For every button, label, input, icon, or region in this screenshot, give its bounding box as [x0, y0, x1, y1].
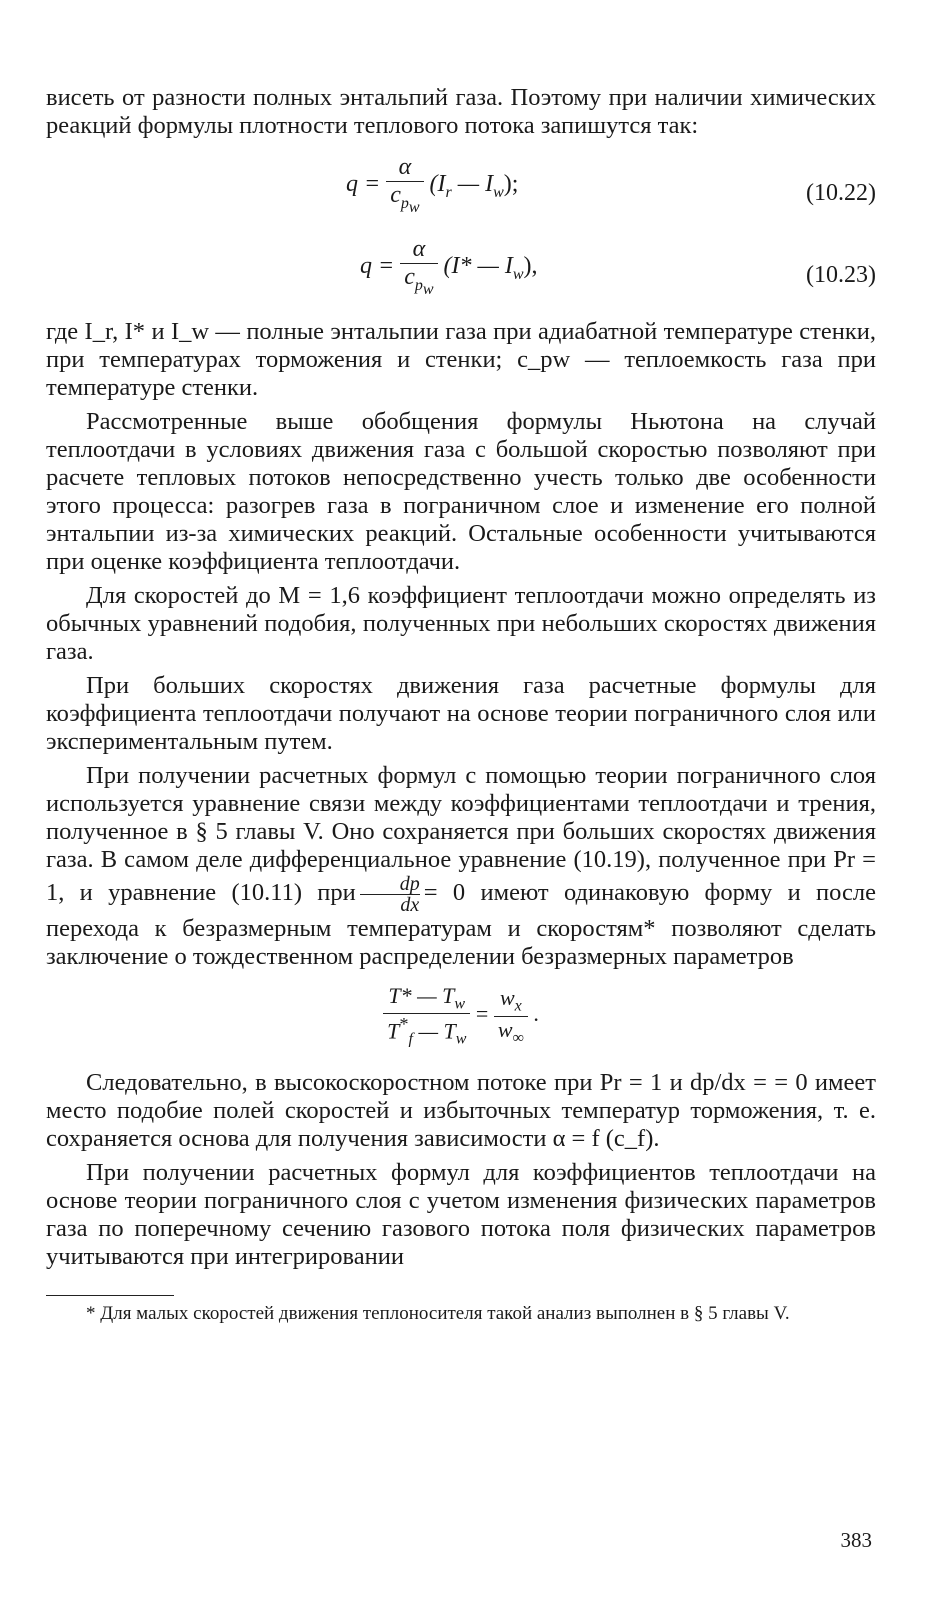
para6-part-a: При получении расчетных формул с помощью теории пограничного слоя используется уравнение связи между коэффициентами теплоотдачи и трения, полученное в § 5 главы V. Оно сохраняется при больших скоростях движения газа. В самом деле дифференциальное уравнение (10.19), полученное при Pr = 1, и уравнение (10.11) при [46, 762, 876, 907]
para6-part-b: = 0 имеют одинаковую форму и после перехода к безразмерным температурам и скоростям* позволяют сделать заключение о тождественном распределении безразмерных параметров [46, 879, 876, 970]
eq1-frac-den: c [390, 182, 401, 208]
equation-dimensionless [46, 983, 876, 1047]
eq1-rhs-mid: — I [451, 171, 494, 198]
eq1-rhs-sub1: r [445, 183, 452, 201]
eq2-rhs-end: ), [523, 253, 538, 280]
eq3-right-fraction [494, 985, 528, 1047]
eq1-rhs-sub2: w [493, 183, 504, 201]
dp-dx-den: dx [360, 894, 420, 915]
paragraph-definitions: где I_r, I* и I_w — полные энтальпии газа при адиабатной температуре стенки, при температурах торможения и стенки; c_pw — теплоемкость газа при температуре стенки. [46, 318, 876, 401]
page-content [46, 84, 876, 1326]
paragraph-boundary-layer [46, 762, 876, 971]
eq3-equals: = [475, 1001, 489, 1027]
eq3-den-left-rest: — T [412, 1018, 456, 1044]
paragraph-mach-limit: Для скоростей до M = 1,6 коэффициент теплоотдачи можно определять из обычных уравнений подобия, полученных при небольших скоростях движения газа. [46, 582, 876, 665]
paragraph-intro: висеть от разности полных энтальпий газа. Поэтому при наличии химических реакций формулы плотности теплового потока запишутся так: [46, 84, 876, 139]
eq3-den-left-sub: f [408, 1031, 413, 1049]
eq3-num-right-sub: x [514, 997, 522, 1015]
eq3-left-fraction [383, 983, 470, 1049]
eq1-lhs: q = [346, 171, 381, 198]
eq2-frac-num: α [412, 236, 426, 262]
eq2-frac-den: c [404, 264, 415, 290]
paragraph-newton-generalization: Рассмотренные выше обобщения формулы Ньютона на случай теплоотдачи в условиях движения газа с большой скоростью позволяют при расчете тепловых потоков непосредственно учесть только две особенности этого процесса: разогрев газа в пограничном слое и изменение его полной энтальпии из-за химических реакций. Остальные особенности учитываются при оценке коэффициента теплоотдачи. [46, 408, 876, 575]
dp-dx-num: dp [399, 873, 420, 895]
eq2-number: (10.23) [806, 262, 876, 288]
eq2-frac-den-subsub: w [422, 280, 434, 298]
paragraph-similarity: Следовательно, в высокоскоростном потоке при Pr = 1 и dp/dx = = 0 имеет место подобие полей скоростей и избыточных температур торможения, т. е. сохраняется основа для получения зависимости α = f (c_f). [46, 1069, 876, 1152]
eq3-den-left: T [387, 1018, 400, 1044]
eq3-den-left-rest-sub: w [455, 1031, 467, 1049]
eq3-num-left: T* — T [388, 983, 455, 1008]
eq3-den-right-sub: ∞ [512, 1028, 524, 1046]
eq2-rhs: (I* — I [443, 253, 513, 280]
eq3-den-left-sup: * [399, 1014, 409, 1035]
paragraph-high-speed: При больших скоростях движения газа расчетные формулы для коэффициента теплоотдачи получают на основе теории пограничного слоя или экспериментальным путем. [46, 672, 876, 755]
paragraph-physical-parameters: При получении расчетных формул для коэффициентов теплоотдачи на основе теории пограничного слоя с учетом изменения физических параметров газа по поперечному сечению газового потока поля физических параметров учитываются при интегрировании [46, 1159, 876, 1270]
eq2-lhs: q = [360, 253, 395, 280]
eq2-frac-den-sub: p [414, 276, 423, 294]
eq3-den-right: w [497, 1016, 513, 1042]
eq2-fraction [400, 236, 437, 299]
equation-10-23 [46, 236, 876, 318]
eq3-num-left-sub: w [454, 995, 466, 1013]
eq1-rhs-end: ); [503, 171, 519, 198]
footnote-divider [46, 1295, 174, 1296]
page-number: 383 [840, 1528, 872, 1552]
eq2-rhs-sub: w [512, 265, 524, 283]
eq3-end: . [533, 1001, 539, 1027]
eq1-frac-den-sub: p [400, 194, 409, 212]
eq3-num-right: w [499, 985, 515, 1011]
footnote: * Для малых скоростей движения теплоносителя такой анализ выполнен в § 5 главы V. [86, 1303, 790, 1324]
eq1-rhs: (I [429, 171, 446, 198]
eq1-number: (10.22) [806, 180, 876, 206]
equation-10-22 [46, 154, 876, 236]
eq1-fraction [386, 154, 423, 217]
eq1-frac-num: α [398, 154, 412, 180]
dp-dx-fraction [360, 874, 420, 915]
eq1-frac-den-subsub: w [408, 198, 420, 216]
